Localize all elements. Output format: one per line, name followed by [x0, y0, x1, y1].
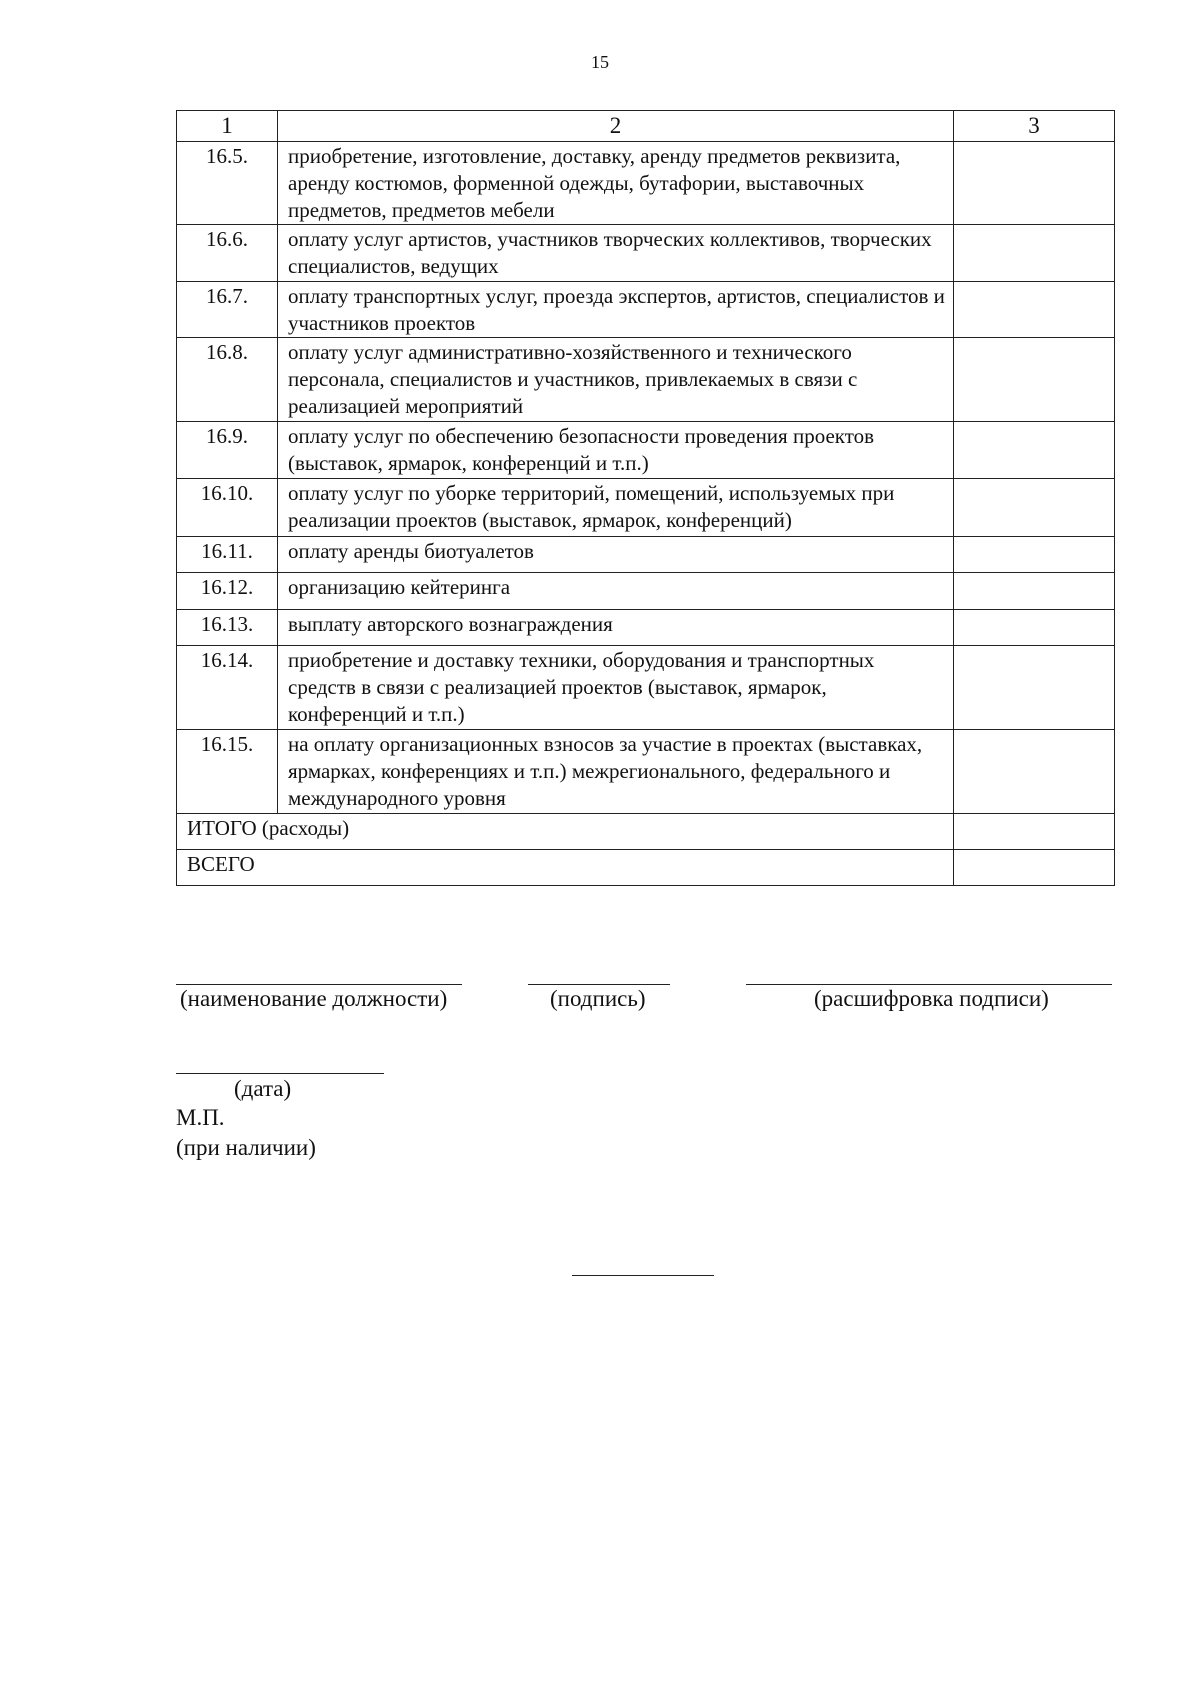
end-separator-line — [572, 1275, 714, 1276]
row-amount — [954, 537, 1115, 573]
table-row — [177, 610, 1115, 646]
row-number: 16.12. — [177, 573, 278, 610]
row-amount — [954, 573, 1115, 610]
column-header: 3 — [954, 111, 1115, 142]
row-description: оплату транспортных услуг, проезда экспертов, артистов, специалистов и участников проектов — [278, 282, 954, 338]
grand-total-label: ВСЕГО — [177, 850, 954, 886]
row-number: 16.7. — [177, 282, 278, 338]
decoding-caption: (расшифровка подписи) — [814, 986, 1049, 1011]
row-description: организацию кейтеринга — [278, 573, 954, 610]
table-row — [177, 338, 1115, 422]
row-amount — [954, 422, 1115, 479]
row-number: 16.8. — [177, 338, 278, 422]
position-line — [176, 984, 462, 985]
column-header: 1 — [177, 111, 278, 142]
date-caption: (дата) — [234, 1076, 292, 1101]
expense-table — [176, 110, 1115, 886]
row-amount — [954, 730, 1115, 814]
table-header-row — [177, 111, 1115, 142]
row-number: 16.15. — [177, 730, 278, 814]
stamp-note: (при наличии) — [176, 1135, 316, 1160]
row-number: 16.9. — [177, 422, 278, 479]
table-row — [177, 646, 1115, 730]
table-row — [177, 422, 1115, 479]
row-amount — [954, 225, 1115, 282]
row-description: приобретение и доставку техники, оборудования и транспортных средств в связи с реализацией проектов (выставок, ярмарок, конференций и т.п.) — [278, 646, 954, 730]
column-header: 2 — [278, 111, 954, 142]
table-row — [177, 142, 1115, 225]
row-number: 16.13. — [177, 610, 278, 646]
date-line — [176, 1073, 384, 1074]
table-row — [177, 282, 1115, 338]
table-row — [177, 537, 1115, 573]
row-description: оплату услуг по обеспечению безопасности проведения проектов (выставок, ярмарок, конференций и т.п.) — [278, 422, 954, 479]
row-description: оплату услуг по уборке территорий, помещений, используемых при реализации проектов (выставок, ярмарок, конференций) — [278, 479, 954, 537]
table-row — [177, 730, 1115, 814]
row-number: 16.14. — [177, 646, 278, 730]
row-description: приобретение, изготовление, доставку, аренду предметов реквизита, аренду костюмов, форменной одежды, бутафории, выставочных предметов, предметов мебели — [278, 142, 954, 225]
signature-line — [528, 984, 670, 985]
table-row — [177, 225, 1115, 282]
row-amount — [954, 610, 1115, 646]
row-description: на оплату организационных взносов за участие в проектах (выставках, ярмарках, конференциях и т.п.) межрегионального, федерального и международного уровня — [278, 730, 954, 814]
row-number: 16.6. — [177, 225, 278, 282]
row-number: 16.11. — [177, 537, 278, 573]
position-caption: (наименование должности) — [180, 986, 448, 1011]
page-number: 15 — [591, 52, 609, 72]
row-number: 16.10. — [177, 479, 278, 537]
total-row — [177, 814, 1115, 850]
total-amount — [954, 814, 1115, 850]
total-label: ИТОГО (расходы) — [177, 814, 954, 850]
row-amount — [954, 142, 1115, 225]
row-description: оплату аренды биотуалетов — [278, 537, 954, 573]
row-amount — [954, 282, 1115, 338]
signature-caption: (подпись) — [550, 986, 646, 1011]
table-row — [177, 479, 1115, 537]
row-description: выплату авторского вознаграждения — [278, 610, 954, 646]
grand-total-amount — [954, 850, 1115, 886]
stamp-label: М.П. — [176, 1105, 225, 1130]
row-amount — [954, 646, 1115, 730]
row-number: 16.5. — [177, 142, 278, 225]
row-description: оплату услуг административно-хозяйственного и технического персонала, специалистов и участников, привлекаемых в связи с реализацией мероприятий — [278, 338, 954, 422]
row-amount — [954, 479, 1115, 537]
decoding-line — [746, 984, 1112, 985]
table-row — [177, 573, 1115, 610]
row-amount — [954, 338, 1115, 422]
row-description: оплату услуг артистов, участников творческих коллективов, творческих специалистов, ведущих — [278, 225, 954, 282]
grand-total-row — [177, 850, 1115, 886]
